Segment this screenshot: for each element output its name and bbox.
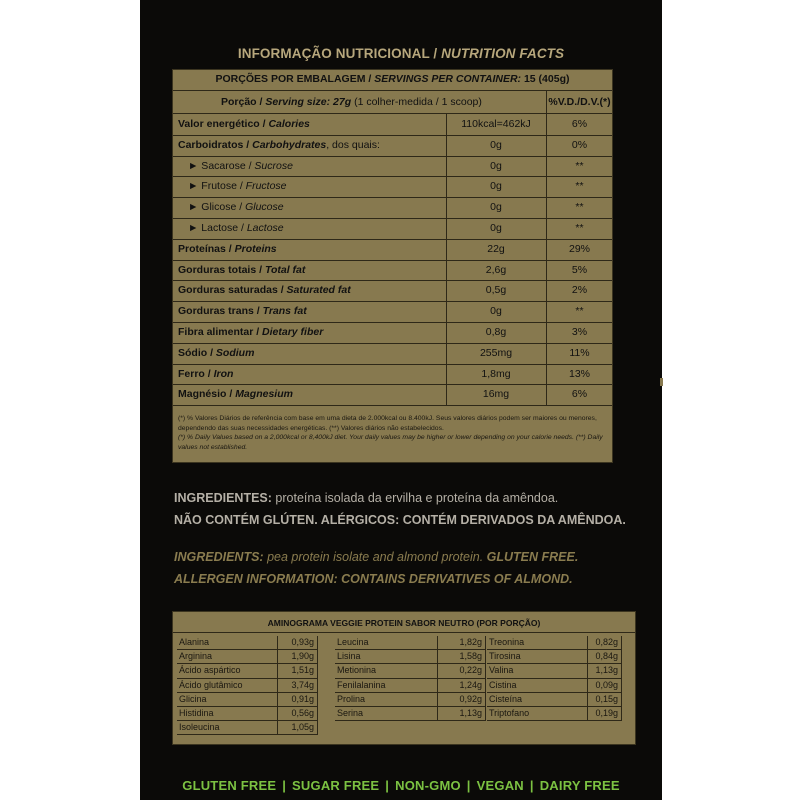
nutrient-label: Carboidratos / Carbohydrates, dos quais: <box>178 138 380 151</box>
nutrient-value: 0,5g <box>485 284 507 297</box>
amino-name: Tirosina <box>489 651 521 662</box>
aminogram-title: AMINOGRAMA VEGGIE PROTEIN SABOR NEUTRO (POR PORÇÃO) <box>267 618 541 628</box>
nutrition-footnote: (*) % Valores Diários de referência com base em uma dieta de 2.000kcal ou 8.400kJ. Seus valores diários podem ser maiores ou menores, dependendo das suas necessidades energéticas. (**) Valores diários não estabelecidos. (*) % Daily Values based on a 2,000kcal or 8,400kJ diet. Your daily values may be higher or lower depending on your calorie needs. (**) Daily values not established. <box>178 415 603 451</box>
nutrient-value: 22g <box>487 242 505 255</box>
amino-value: 1,82g <box>459 637 482 647</box>
amino-name: Histidina <box>179 708 214 718</box>
amino-value: 1,58g <box>459 651 482 662</box>
servings-row: PORÇÕES POR EMBALAGEM / SERVINGS PER CONTAINER: 15 (405g) <box>215 73 570 85</box>
nutrient-label: Magnésio / Magnesium <box>178 388 293 401</box>
diet-tag: SUGAR FREE <box>292 778 380 793</box>
nutrient-dv: ** <box>575 222 584 234</box>
amino-value: 3,74g <box>291 679 314 690</box>
nutrient-value: 0g <box>490 159 502 172</box>
ingredients-en: INGREDIENTS: pea protein isolate and almond protein. GLUTEN FREE. <box>174 550 579 564</box>
amino-value: 1,05g <box>291 722 314 733</box>
nutrient-label: ► Frutose / Fructose <box>188 180 287 193</box>
nutrient-dv: 29% <box>568 242 590 255</box>
amino-name: Isoleucina <box>179 722 220 733</box>
nutrition-table: PORÇÕES POR EMBALAGEM / SERVINGS PER CONTAINER: 15 (405g) Porção / Serving size: 27g (1 colher-medida / 1 scoop) %V.D./D.V.(*) Valor energético / Calories 110kcal=462kJ 6% Carboidratos / Carbohydrates, dos quais: 0g 0% ► Sacarose / Sucrose 0g ** ► Frutose / Fructose 0g ** ► Glicose / Glucose 0g ** ► Lactose / Lactose 0g ** Proteínas / Proteins 22g 29% Gorduras totais / Total fat 2,6g 5% Gorduras saturadas / Saturated fat 0,5g 2% Gorduras trans / Trans fat 0g ** Fibra alimentar / Dietary fiber 0,8g 3% Sódio / Sodium 255mg 11% Ferro / Iron 1,8mg 13% Magnésio / Magnesium 16mg 6% (*) % Valores Diários de referência com base em uma dieta de 2.000kcal ou 8.400kJ. Seus valores diários podem ser maiores ou menores, dependendo das suas necessidades energéticas. (**) Valores diários não estabelecidos. (*) % Daily Values based on a 2,000kcal or 8,400kJ diet. Your daily values may be higher or lower depending on your calorie needs. (**) Daily values not established. <box>172 69 613 463</box>
nutrient-label: Ferro / Iron <box>178 367 234 380</box>
amino-name: Valina <box>489 665 514 676</box>
tag-separator: | <box>282 778 287 793</box>
amino-name: Glicina <box>179 693 207 704</box>
nutrient-label: Proteínas / Proteins <box>178 242 277 255</box>
amino-name: Treonina <box>489 637 525 647</box>
amino-value: 0,09g <box>595 679 618 690</box>
nutrient-value: 1,8mg <box>481 367 511 380</box>
nutrient-dv: 5% <box>571 263 588 276</box>
nutrient-value: 2,6g <box>485 263 507 276</box>
amino-name: Prolina <box>337 693 366 704</box>
amino-value: 0,15g <box>595 693 618 704</box>
nutrient-value: 255mg <box>479 346 513 359</box>
nutrient-value: 0g <box>490 222 502 234</box>
diet-tag: NON-GMO <box>395 778 461 793</box>
diet-tags <box>140 778 662 793</box>
nutrient-dv: 0% <box>571 138 588 151</box>
amino-name: Triptofano <box>489 708 530 718</box>
nutrient-value: 0g <box>490 305 502 318</box>
nutrient-value: 0,8g <box>485 326 507 338</box>
amino-name: Fenilalanina <box>337 679 386 690</box>
nutrient-value: 0g <box>490 201 502 214</box>
diet-tag: GLUTEN FREE <box>182 778 277 793</box>
nutrient-label: Valor energético / Calories <box>178 118 310 130</box>
diet-tag: DAIRY FREE <box>539 778 620 793</box>
amino-value: 0,91g <box>291 693 314 704</box>
amino-name: Cisteína <box>489 693 523 704</box>
nutrition-title-pt: INFORMAÇÃO NUTRICIONAL / <box>237 46 438 61</box>
amino-value: 1,13g <box>459 708 482 718</box>
nutrient-value: 0g <box>490 180 502 193</box>
allergen-en: ALLERGEN INFORMATION: CONTAINS DERIVATIVES OF ALMOND. <box>174 572 573 586</box>
nutrient-value: 110kcal=462kJ <box>461 118 531 130</box>
aminogram-table <box>172 611 636 745</box>
nutrient-label: Fibra alimentar / Dietary fiber <box>178 326 324 338</box>
nutrient-label: ► Glicose / Glucose <box>188 201 284 214</box>
nutrient-dv: 3% <box>571 326 588 338</box>
nutrient-dv: ** <box>575 201 584 214</box>
amino-name: Cistina <box>489 679 517 690</box>
nutrient-label: Gorduras totais / Total fat <box>178 263 306 276</box>
tag-separator: | <box>385 778 390 793</box>
nutrient-label: ► Lactose / Lactose <box>188 222 284 234</box>
tag-separator: | <box>466 778 471 793</box>
nutrient-label: Sódio / Sodium <box>178 346 255 359</box>
nutrition-title-en: NUTRITION FACTS <box>441 46 565 61</box>
nutrient-label: Gorduras saturadas / Saturated fat <box>178 284 351 297</box>
edge-mark <box>660 378 663 386</box>
amino-name: Ácido glutâmico <box>179 679 243 690</box>
amino-value: 0,82g <box>595 637 618 647</box>
nutrient-value: 0g <box>490 138 502 151</box>
nutrient-dv: ** <box>575 159 584 172</box>
amino-name: Serina <box>337 708 364 718</box>
tag-separator: | <box>529 778 534 793</box>
nutrient-dv: 6% <box>571 118 588 130</box>
nutrient-dv: ** <box>575 305 584 318</box>
dv-header: %V.D./D.V.(*) <box>548 96 611 108</box>
nutrient-dv: ** <box>575 180 584 193</box>
nutrient-dv: 11% <box>569 346 590 359</box>
allergen-pt: NÃO CONTÉM GLÚTEN. ALÉRGICOS: CONTÉM DERIVADOS DA AMÊNDOA. <box>174 513 626 527</box>
nutrition-title <box>140 46 662 61</box>
amino-value: 0,56g <box>291 708 314 718</box>
diet-tag: VEGAN <box>476 778 524 793</box>
amino-value: 1,51g <box>291 665 314 676</box>
amino-value: 1,90g <box>291 651 314 662</box>
ingredients-pt: INGREDIENTES: proteína isolada da ervilha e proteína da amêndoa. <box>174 491 559 505</box>
amino-value: 0,19g <box>595 708 618 718</box>
amino-name: Ácido aspártico <box>179 665 241 676</box>
nutrient-dv: 2% <box>571 284 588 297</box>
amino-name: Alanina <box>179 637 210 647</box>
nutrient-dv: 6% <box>571 388 588 401</box>
label-panel <box>140 0 662 800</box>
amino-name: Leucina <box>337 637 369 647</box>
nutrient-value: 16mg <box>482 388 510 401</box>
nutrient-dv: 13% <box>568 367 590 380</box>
amino-value: 0,84g <box>595 651 618 662</box>
amino-value: 1,24g <box>459 679 482 690</box>
amino-value: 1,13g <box>595 665 618 676</box>
amino-value: 0,93g <box>291 637 314 647</box>
amino-value: 0,22g <box>459 665 482 676</box>
amino-value: 0,92g <box>459 693 482 704</box>
amino-name: Metionina <box>337 665 377 676</box>
nutrient-label: Gorduras trans / Trans fat <box>178 305 307 318</box>
amino-name: Lisina <box>337 651 361 662</box>
nutrient-label: ► Sacarose / Sucrose <box>188 159 293 172</box>
amino-name: Arginina <box>179 651 213 662</box>
